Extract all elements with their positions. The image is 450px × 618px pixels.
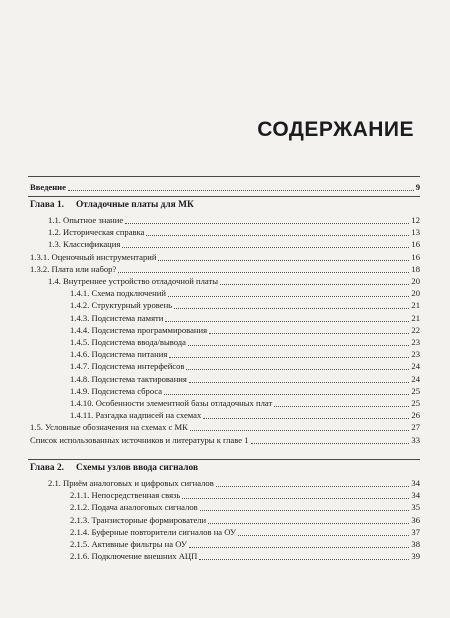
toc-entry <box>70 526 420 538</box>
toc-entry-page: 21 <box>411 300 420 311</box>
top-rule <box>28 176 420 177</box>
toc-entry <box>48 226 420 238</box>
toc-entry <box>70 348 420 360</box>
toc-entry-page: 38 <box>411 539 420 549</box>
dot-leader <box>165 321 409 322</box>
toc-entry-page: 39 <box>411 551 420 562</box>
toc-entry-label: 1.4. Внутреннее устройство отладочной платы <box>48 276 219 286</box>
dot-leader <box>200 510 410 511</box>
toc-entry-page: 35 <box>411 502 420 513</box>
dot-leader <box>189 547 409 548</box>
toc-entry <box>70 373 420 385</box>
toc-entry <box>30 421 420 433</box>
toc-entry-page: 13 <box>411 227 420 238</box>
toc-entry-page: 12 <box>411 215 420 225</box>
dot-leader <box>118 272 409 273</box>
toc-entry <box>30 251 420 263</box>
toc-entry <box>48 275 420 287</box>
toc-entry-page: 25 <box>411 385 420 396</box>
toc-entry-label: 2.1.5. Активные фильтры на ОУ <box>70 539 187 549</box>
toc-entry-label: 1.4.11. Разгадка надписей на схемах <box>70 410 202 421</box>
toc-entry-page: 21 <box>411 312 420 323</box>
toc-entry-label: 1.4.7. Подсистема интерфейсов <box>70 361 185 372</box>
toc-entry <box>70 409 420 421</box>
toc-entry <box>70 397 420 409</box>
toc-entry <box>70 287 420 299</box>
toc-entry-page: 24 <box>411 373 420 384</box>
dot-leader <box>168 296 409 297</box>
toc-entry-page: 20 <box>411 276 420 286</box>
toc-entry-intro <box>30 181 420 193</box>
dot-leader <box>174 308 409 309</box>
toc-entry <box>70 501 420 513</box>
toc-entry-page: 34 <box>411 478 420 488</box>
chapter-number: Глава 1. <box>30 200 64 210</box>
toc-entry-label: 1.4.8. Подсистема тактирования <box>70 373 187 384</box>
toc-entry-page: 25 <box>411 398 420 408</box>
toc-entry <box>30 263 420 275</box>
toc-entry-label: 1.4.6. Подсистема питания <box>70 349 168 360</box>
dot-leader <box>238 535 409 536</box>
page-title: СОДЕРЖАНИЕ <box>257 118 414 141</box>
toc-entry-page: 16 <box>411 251 420 262</box>
section-rule <box>28 196 420 197</box>
toc-entry-label: 1.4.10. Особенности элементной базы отладочных плат <box>70 398 273 408</box>
toc-entry-page: 27 <box>411 422 420 433</box>
toc-entry-page: 22 <box>411 324 420 335</box>
dot-leader <box>188 345 409 346</box>
chapter-heading <box>30 199 420 212</box>
toc-entry <box>70 360 420 372</box>
toc-entry <box>48 238 420 250</box>
toc-entry-label: 2.1.6. Подключение внешних АЦП <box>70 551 198 562</box>
toc-entry-label: 1.3.2. Плата или набор? <box>30 263 117 274</box>
toc-entry-label: 1.5. Условные обозначения на схемах с МК <box>30 422 188 433</box>
chapter-number: Глава 2. <box>30 463 64 473</box>
toc-entry-label: 2.1.3. Транзисторные формирователи <box>70 514 207 525</box>
toc-entry-label: 1.2. Историческая справка <box>48 227 145 238</box>
toc-entry <box>48 477 420 489</box>
toc-entry-label: Введение <box>30 182 66 192</box>
toc-entry-page: 23 <box>411 337 420 347</box>
toc-entry-page: 9 <box>415 182 420 192</box>
toc-entry-label: 2.1. Приём аналоговых и цифровых сигналов <box>48 478 214 488</box>
toc-entry-label: 1.4.2. Структурный уровень <box>70 300 173 311</box>
dot-leader <box>169 357 409 358</box>
dot-leader <box>186 369 409 370</box>
toc-entry-page: 18 <box>411 263 420 274</box>
chapter-title: Схемы узлов ввода сигналов <box>76 463 199 473</box>
dot-leader <box>220 284 409 285</box>
dot-leader <box>158 260 409 261</box>
toc-entry <box>70 514 420 526</box>
dot-leader <box>125 223 409 224</box>
toc-entry-label: 1.3. Классификация <box>48 239 121 250</box>
toc-entry-label: 1.3.1. Оценочный инструментарий <box>30 251 157 262</box>
toc-entry-label: Список использованных источников и литературы к главе 1 <box>30 434 249 445</box>
toc-entry-label: 1.4.9. Подсистема сброса <box>70 385 163 396</box>
toc-entry-page: 20 <box>411 288 420 299</box>
toc-entry-page: 36 <box>411 514 420 525</box>
dot-leader <box>199 559 409 560</box>
dot-leader <box>251 443 410 444</box>
toc-entry <box>70 489 420 501</box>
toc-entry <box>70 324 420 336</box>
dot-leader <box>216 486 410 487</box>
dot-leader <box>68 190 414 191</box>
toc-entry-page: 33 <box>411 434 420 445</box>
toc-entry-page: 26 <box>411 410 420 421</box>
chapter-title: Отладочные платы для МК <box>76 200 194 210</box>
toc-entry <box>30 434 420 446</box>
chapter-heading <box>30 462 420 475</box>
toc-entry-label: 1.4.5. Подсистема ввода/вывода <box>70 337 186 347</box>
dot-leader <box>209 333 409 334</box>
toc-entry-label: 2.1.1. Непосредственная связь <box>70 490 181 501</box>
toc-entry <box>70 299 420 311</box>
toc-entry <box>48 214 420 226</box>
toc-entry <box>70 385 420 397</box>
toc-entry-page: 24 <box>411 361 420 372</box>
toc-entry <box>70 550 420 562</box>
toc-entry-page: 23 <box>411 349 420 360</box>
toc-entry-page: 34 <box>411 490 420 501</box>
toc-entry-page: 37 <box>411 526 420 537</box>
dot-leader <box>146 235 409 236</box>
toc-entry-label: 2.1.4. Буферные повторители сигналов на ОУ <box>70 526 237 537</box>
dot-leader <box>274 406 409 407</box>
toc-entry-label: 1.1. Опытное знание <box>48 215 124 225</box>
toc-entry <box>70 312 420 324</box>
toc-entry <box>70 336 420 348</box>
dot-leader <box>189 382 410 383</box>
toc-entry <box>70 538 420 550</box>
dot-leader <box>164 394 409 395</box>
dot-leader <box>182 498 409 499</box>
toc-entry-label: 1.4.4. Подсистема программирования <box>70 324 208 335</box>
section-rule <box>28 459 420 460</box>
dot-leader <box>208 523 409 524</box>
toc-entry-label: 1.4.3. Подсистема памяти <box>70 312 164 323</box>
toc-entry-label: 2.1.2. Подача аналоговых сигналов <box>70 502 198 513</box>
dot-leader <box>122 247 409 248</box>
toc-entry-label: 1.4.1. Схема подключений <box>70 288 166 299</box>
dot-leader <box>203 418 409 419</box>
toc-entry-page: 16 <box>411 239 420 250</box>
dot-leader <box>190 430 410 431</box>
